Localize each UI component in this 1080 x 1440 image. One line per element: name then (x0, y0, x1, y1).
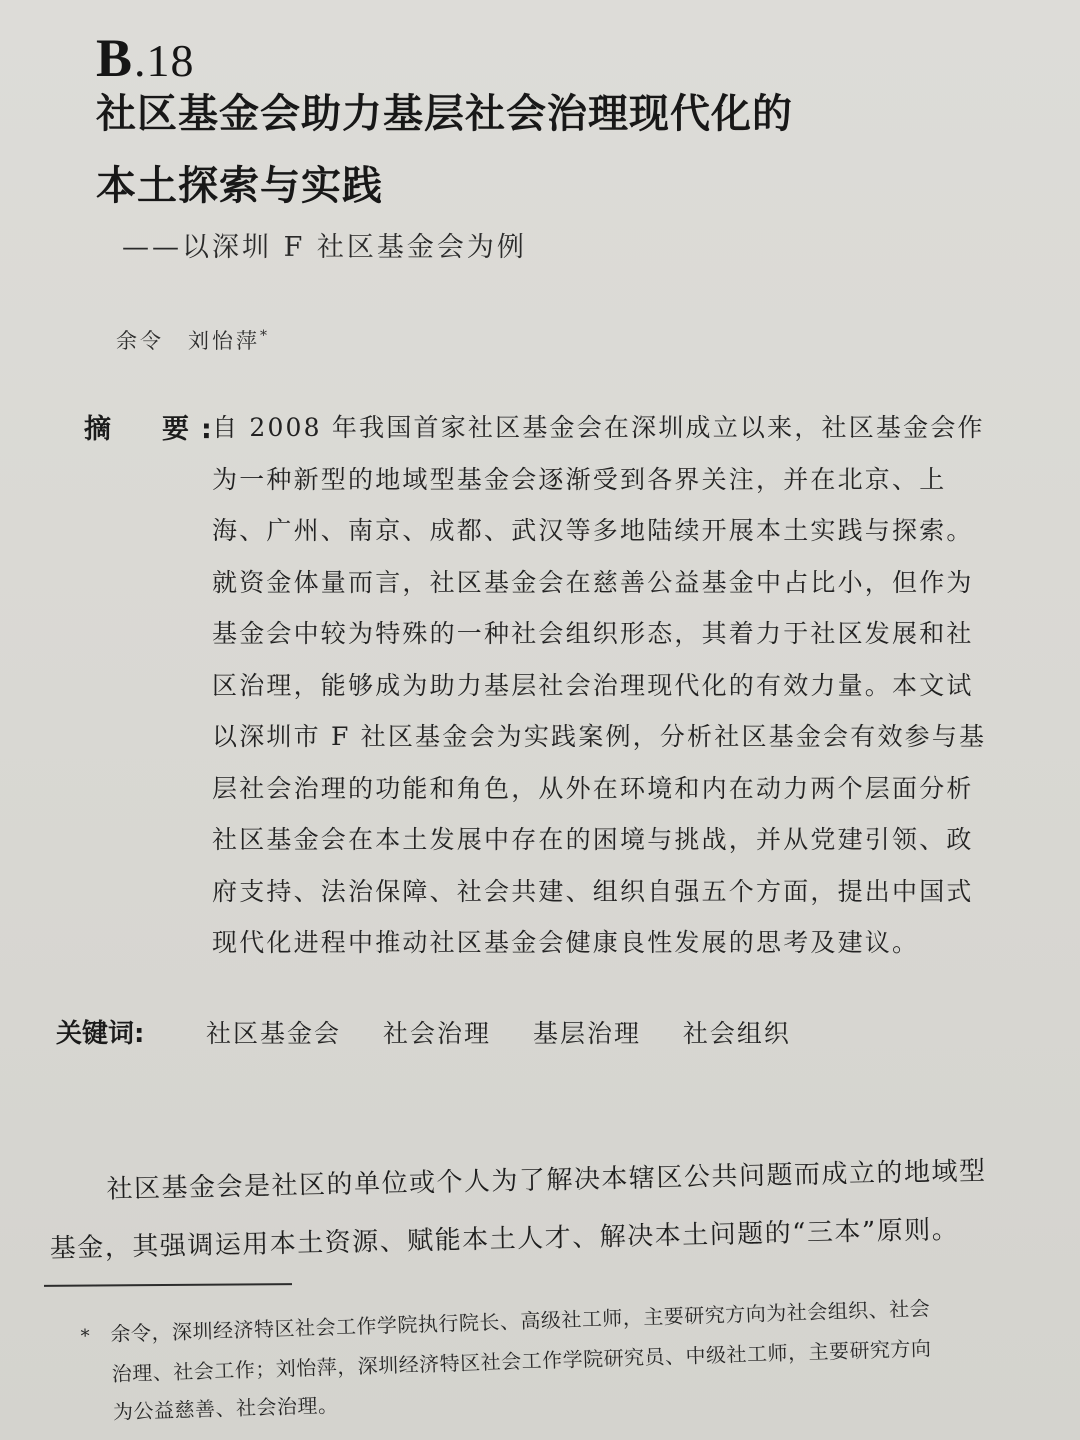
authors (116, 320, 270, 357)
author-names: 余令 刘怡萍 (116, 329, 260, 353)
footnote-mark: * (80, 1325, 91, 1347)
abstract-label: 摘 要: (84, 414, 224, 445)
abstract-line: 自 2008 年我国首家社区基金会在深圳成立以来，社区基金会作 (212, 413, 985, 442)
footnote-line: 治理、社会工作；刘怡萍，深圳经济特区社会工作学院研究员、中级社工师，主要研究方向 (111, 1336, 932, 1387)
body-line: 社区基金会是社区的单位或个人为了解决本辖区公共问题而成立的地域型 (106, 1156, 987, 1205)
abstract-line: 基金会中较为特殊的一种社会组织形态，其着力于社区发展和社 (212, 619, 974, 648)
keyword: 社会治理 (382, 1019, 491, 1048)
abstract-line: 就资金体量而言，社区基金会在慈善公益基金中占比小，但作为 (212, 567, 974, 597)
title-line-1: 社区基金会助力基层社会治理现代化的 (96, 91, 793, 137)
abstract-line: 府支持、法治保障、社会共建、组织自强五个方面，提出中国式 (212, 876, 974, 906)
chapter-number: .18 (134, 35, 195, 86)
abstract-line: 区治理，能够成为助力基层社会治理现代化的有效力量。本文试 (212, 670, 974, 700)
article-title (96, 78, 976, 222)
abstract-line: 现代化进程中推动社区基金会健康良性发展的思考及建议。 (212, 928, 920, 957)
abstract-text (212, 402, 1012, 969)
keyword: 社区基金会 (206, 1019, 342, 1048)
footnote (80, 1286, 1023, 1431)
keyword: 基层治理 (532, 1019, 641, 1048)
abstract-line: 为一种新型的地域型基金会逐渐受到各界关注，并在北京、上 (212, 464, 947, 494)
abstract-line: 层社会治理的功能和角色，从外在环境和内在动力两个层面分析 (212, 773, 974, 803)
footnote-line: 余令，深圳经济特区社会工作学院执行院长、高级社工师，主要研究方向为社会组织、社会 (110, 1296, 931, 1347)
abstract-line: 以深圳市 F 社区基金会为实践案例，分析社区基金会有效参与基 (212, 722, 987, 751)
abstract-line: 社区基金会在本土发展中存在的困境与挑战，并从党建引领、政 (212, 825, 974, 854)
abstract-line: 海、广州、南京、成都、武汉等多地陆续开展本土实践与探索。 (212, 516, 974, 545)
footnote-divider (44, 1283, 292, 1287)
keywords-list (206, 1014, 846, 1054)
body-paragraph (48, 1141, 1030, 1277)
article-subtitle: ——以深圳 F 社区基金会为例 (122, 232, 527, 263)
chapter-letter: B (96, 28, 135, 88)
title-line-2: 本土探索与实践 (96, 163, 383, 209)
author-footnote-mark: * (260, 328, 270, 344)
keyword: 社会组织 (682, 1019, 791, 1048)
keywords-label: 关键词: (56, 1019, 145, 1049)
footnote-line: 为公益慈善、社会治理。 (112, 1392, 339, 1425)
body-line: 基金，其强调运用本土资源、赋能本土人才、解决本土问题的“三本”原则。 (49, 1214, 960, 1264)
